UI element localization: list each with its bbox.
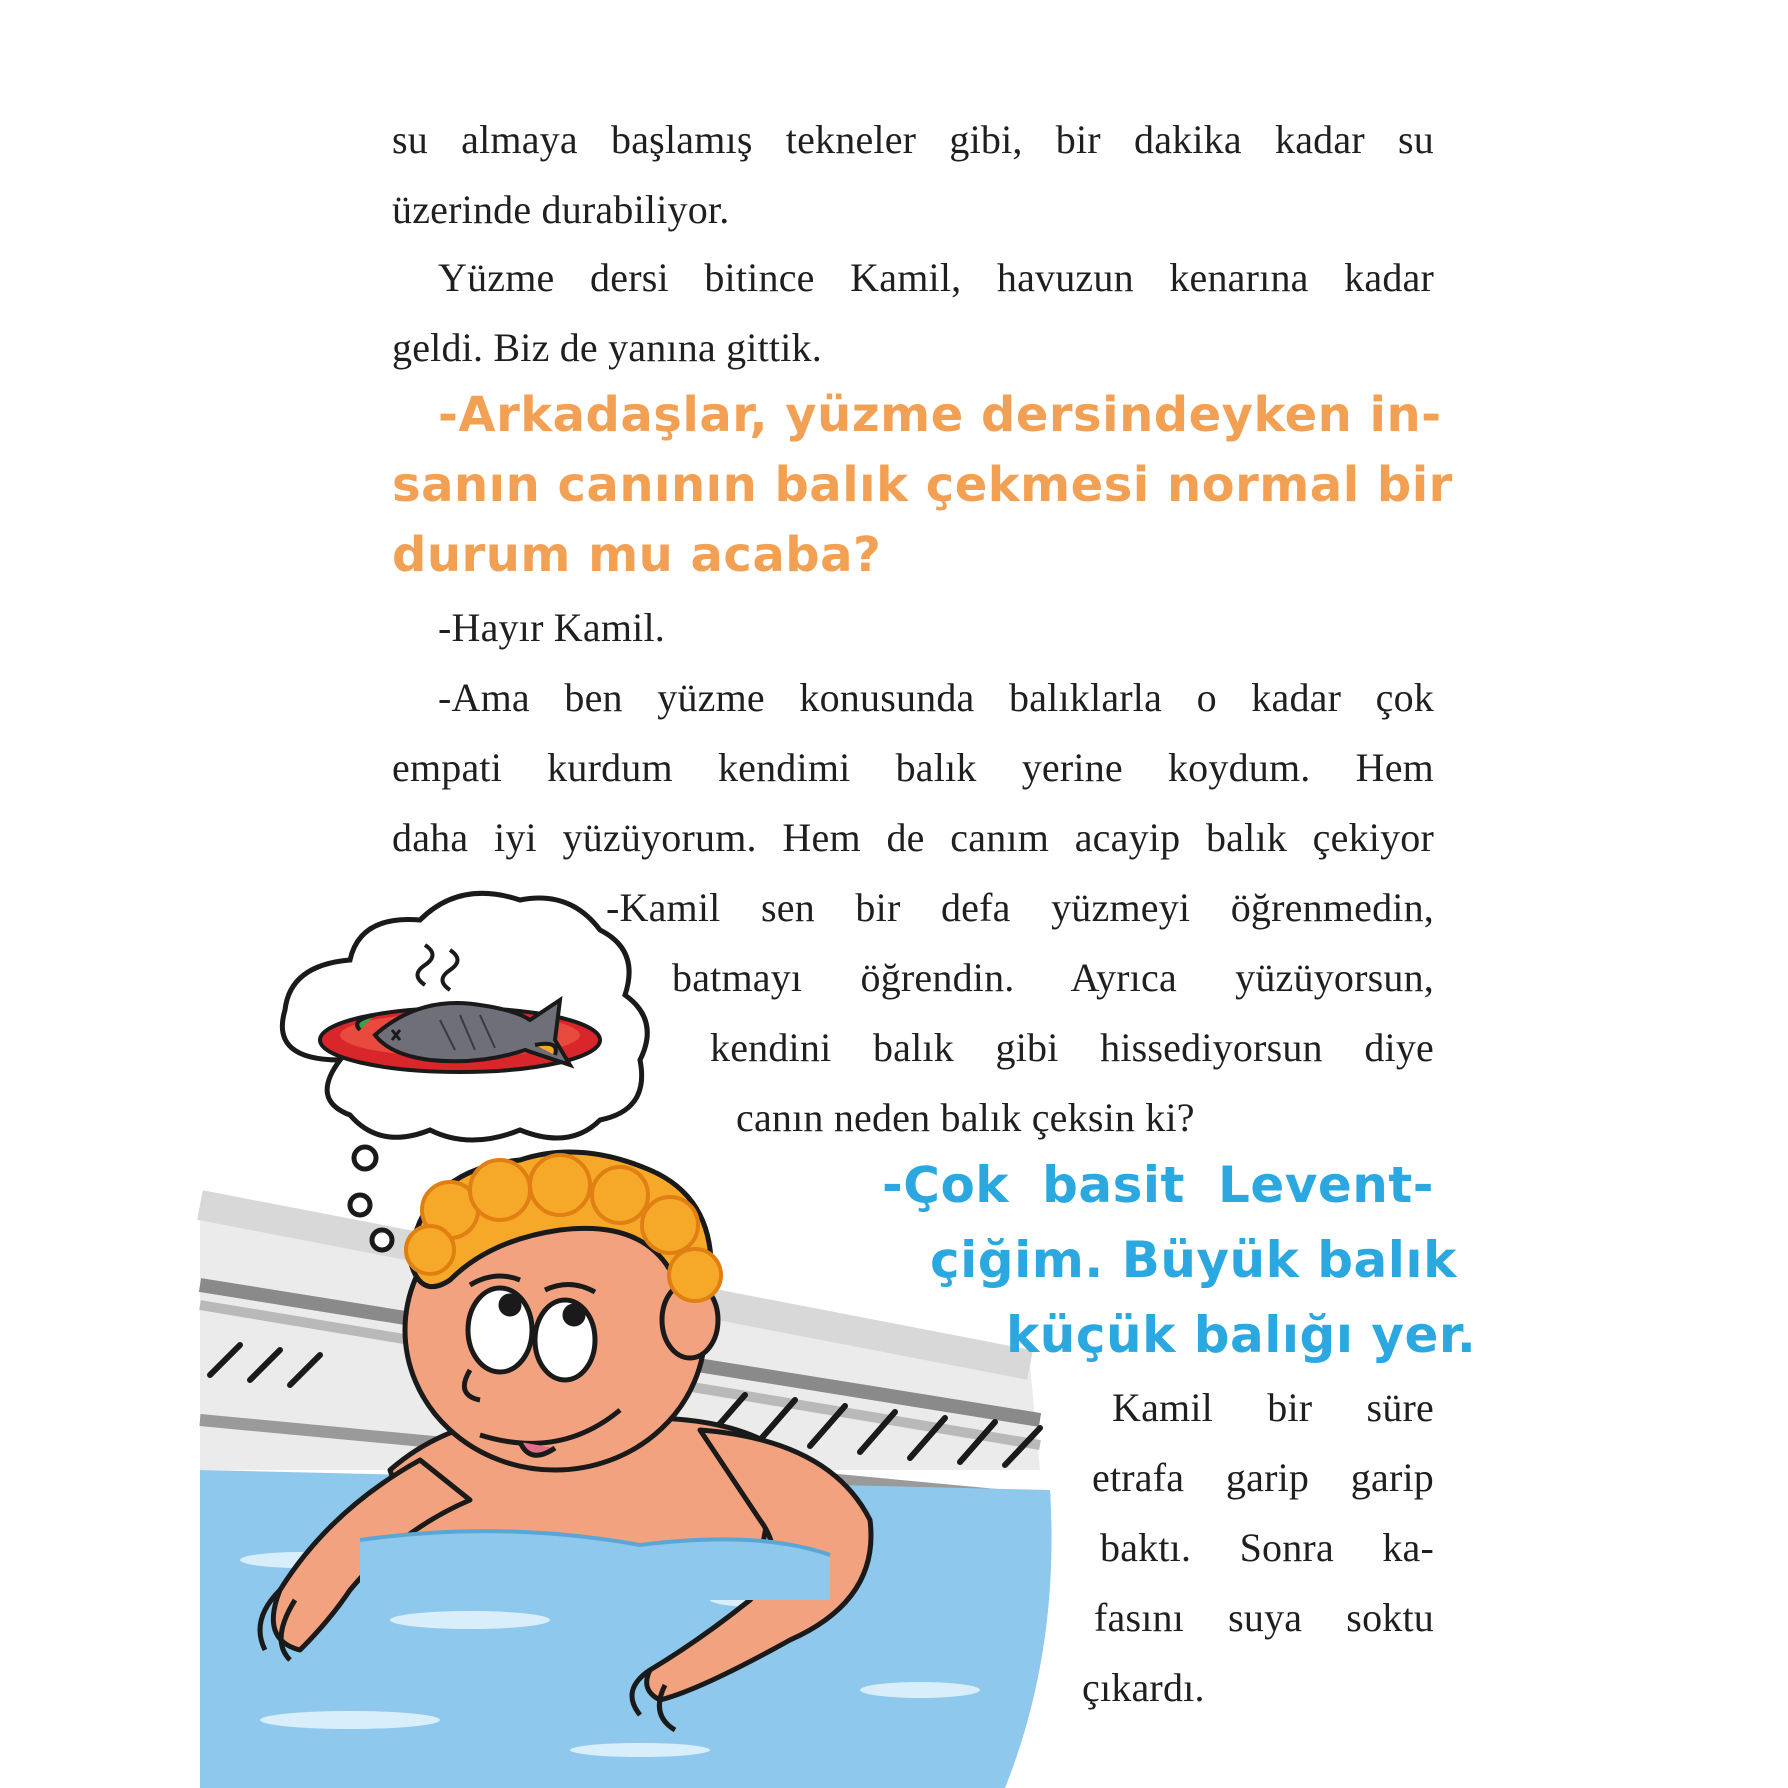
- kamil-dialogue-blue: -Çok basit Levent-: [882, 1156, 1434, 1214]
- text-line: geldi. Biz de yanına gittik.: [392, 325, 822, 370]
- text-line: Kamil bir süre: [1112, 1385, 1434, 1430]
- text-line: çıkardı.: [1082, 1665, 1205, 1710]
- text-line: Yüzme dersi bitince Kamil, havuzun kenarına kadar: [438, 255, 1434, 300]
- text-line: batmayı öğrendin. Ayrıca yüzüyorsun,: [672, 955, 1434, 1000]
- text-line: üzerinde durabiliyor.: [392, 187, 730, 232]
- text-line: daha iyi yüzüyorum. Hem de canım acayip balık çekiyor: [392, 815, 1434, 860]
- text-line: su almaya başlamış tekneler gibi, bir dakika kadar su: [392, 117, 1434, 162]
- kamil-dialogue-orange: durum mu acaba?: [392, 527, 882, 583]
- text-line: baktı. Sonra ka-: [1100, 1525, 1434, 1570]
- kamil-dialogue-orange: -Arkadaşlar, yüzme dersindeyken in-: [438, 387, 1442, 443]
- text-line: etrafa garip garip: [1092, 1455, 1434, 1500]
- text-line: fasını suya soktu: [1094, 1595, 1434, 1640]
- text-line: kendini balık gibi hissediyorsun diye: [710, 1025, 1434, 1070]
- text-line: -Kamil sen bir defa yüzmeyi öğrenmedin,: [606, 885, 1434, 930]
- text-line: -Ama ben yüzme konusunda balıklarla o kadar çok: [438, 675, 1434, 720]
- text-line: -Hayır Kamil.: [438, 605, 665, 650]
- kamil-dialogue-orange: sanın canının balık çekmesi normal bir: [392, 457, 1453, 513]
- kamil-dialogue-blue: küçük balığı yer.: [1006, 1306, 1477, 1364]
- kamil-dialogue-blue: çiğim. Büyük balık: [930, 1231, 1457, 1289]
- text-line: empati kurdum kendimi balık yerine koydum. Hem: [392, 745, 1434, 790]
- text-line: canın neden balık çeksin ki?: [736, 1095, 1195, 1140]
